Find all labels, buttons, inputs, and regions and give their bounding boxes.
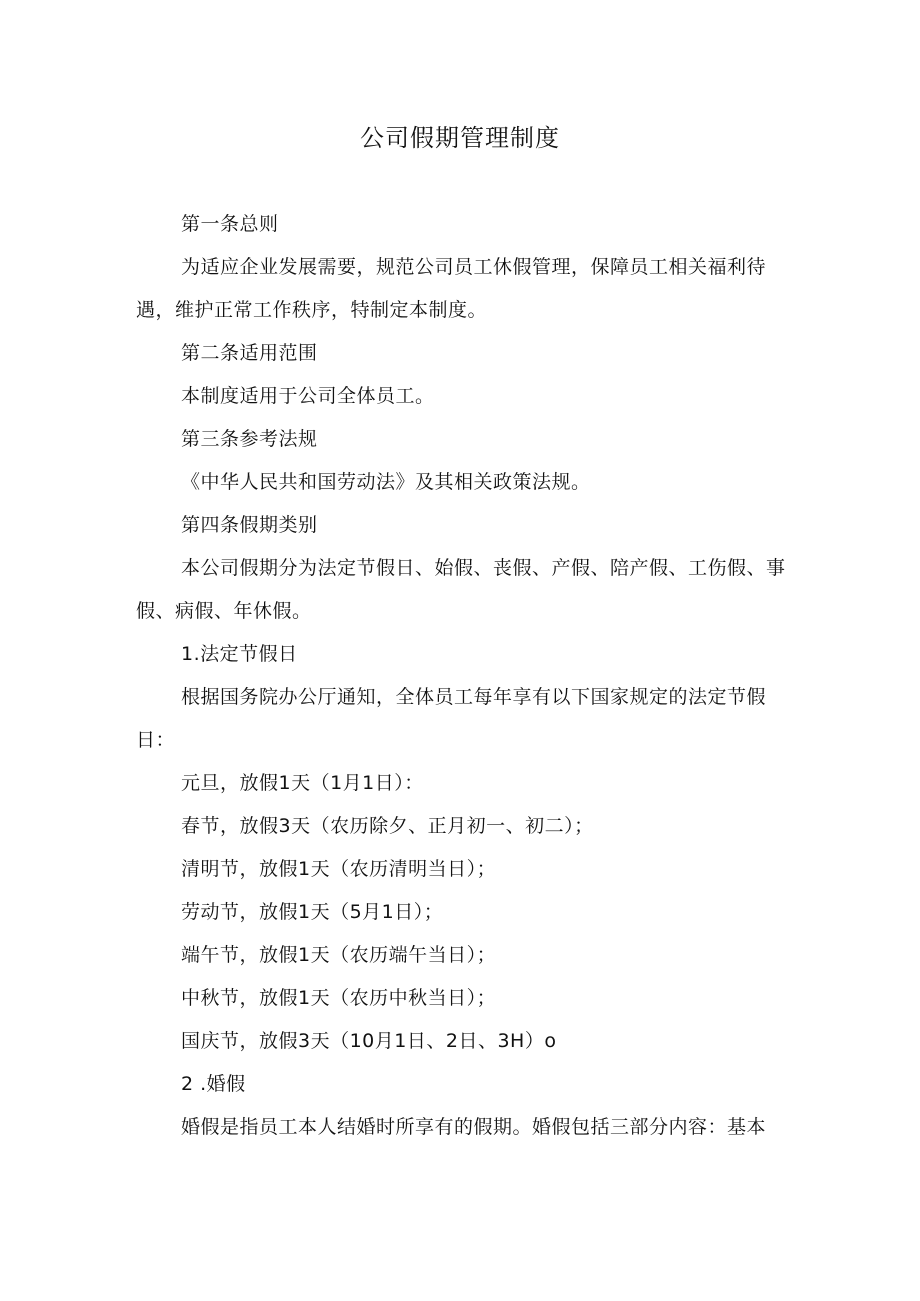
holiday-list-item: 劳动节，放假1天（5月1日）； xyxy=(181,901,444,923)
section-heading-general: 第一条总则 xyxy=(181,213,279,235)
holiday-list-item: 元旦，放假1天（1月1日）： xyxy=(181,772,424,794)
holiday-list-item: 端午节，放假1天（农历端午当日）； xyxy=(181,944,497,966)
section-heading-scope: 第二条适用范围 xyxy=(181,342,318,364)
paragraph-leave-types: 本公司假期分为法定节假日、始假、丧假、产假、陪产假、工伤假、事假、病假、年休假。 xyxy=(136,557,786,622)
subsection-heading-marriage-leave: 2 .婚假 xyxy=(181,1073,246,1095)
paragraph-holidays-intro: 根据国务院办公厅通知，全体员工每年享有以下国家规定的法定节假日： xyxy=(136,686,767,751)
document-title: 公司假期管理制度 xyxy=(360,124,560,152)
document-body xyxy=(136,203,788,1149)
paragraph-marriage-leave: 婚假是指员工本人结婚时所享有的假期。婚假包括三部分内容：基本 xyxy=(181,1116,767,1138)
section-heading-leave-types: 第四条假期类别 xyxy=(181,514,318,536)
holiday-list-item: 春节，放假3天（农历除夕、正月初一、初二）； xyxy=(181,815,594,837)
holiday-list-item: 中秋节，放假1天（农历中秋当日）； xyxy=(181,987,497,1009)
paragraph-purpose: 为适应企业发展需要，规范公司员工休假管理，保障员工相关福利待遇，维护正常工作秩序，特制定本制度。 xyxy=(136,256,767,321)
paragraph-scope: 本制度适用于公司全体员工。 xyxy=(181,385,435,407)
holiday-list-item: 清明节，放假1天（农历清明当日）； xyxy=(181,858,497,880)
subsection-heading-holidays: 1.法定节假日 xyxy=(181,643,298,665)
paragraph-regulations: 《中华人民共和国劳动法》及其相关政策法规。 xyxy=(181,471,591,493)
section-heading-regulations: 第三条参考法规 xyxy=(181,428,318,450)
holiday-list-item: 国庆节，放假3天（10月1日、2日、3H）o xyxy=(181,1030,557,1052)
